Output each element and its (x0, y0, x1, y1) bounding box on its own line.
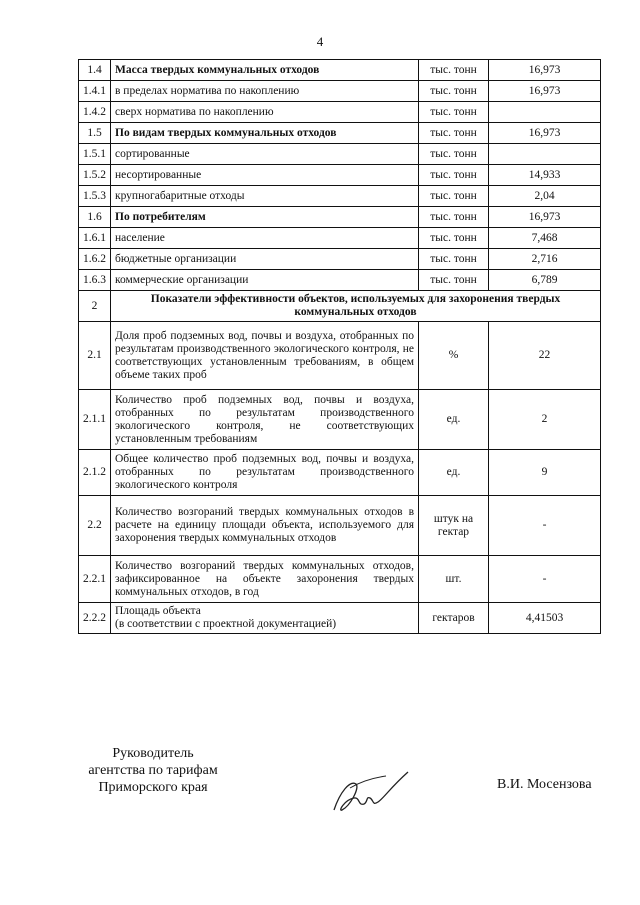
row-name: Доля проб подземных вод, почвы и воздуха, отобранных по результатам производственного экологического контроля, не соответствующих установленным требованиям, в общем объеме таких проб (111, 322, 419, 390)
row-value (489, 102, 601, 123)
row-number: 2.1.1 (79, 390, 111, 450)
signatory-name: В.И. Мосензова (497, 777, 592, 792)
row-number: 1.5 (79, 123, 111, 144)
row-value: 2,716 (489, 249, 601, 270)
row-value (489, 144, 601, 165)
row-name: Количество проб подземных вод, почвы и воздуха, отобранных по результатам производственного экологического контроля, не соответствующих установленным требованиям (111, 390, 419, 450)
position-line-1: Руководитель (112, 746, 194, 761)
table-row (79, 556, 601, 603)
row-unit: шт. (419, 556, 489, 603)
table-row (79, 60, 601, 81)
row-name: По потребителям (111, 207, 419, 228)
row-value: 16,973 (489, 60, 601, 81)
table-row (79, 102, 601, 123)
handwritten-signature (320, 762, 420, 822)
table-row (79, 496, 601, 556)
row-value: 16,973 (489, 123, 601, 144)
row-number: 2.1 (79, 322, 111, 390)
position-line-3: Приморского края (98, 780, 208, 795)
table-row (79, 450, 601, 496)
row-name: сверх норматива по накоплению (111, 102, 419, 123)
row-number: 1.5.3 (79, 186, 111, 207)
table-row (79, 228, 601, 249)
row-value: 6,789 (489, 270, 601, 291)
row-unit: тыс. тонн (419, 165, 489, 186)
row-value: 9 (489, 450, 601, 496)
position-line-2: агентства по тарифам (88, 763, 218, 778)
table-row (79, 603, 601, 634)
row-number: 2.2 (79, 496, 111, 556)
row-unit: ед. (419, 390, 489, 450)
row-name: Общее количество проб подземных вод, почвы и воздуха, отобранных по результатам производственного экологического контроля (111, 450, 419, 496)
row-unit: тыс. тонн (419, 270, 489, 291)
row-name: бюджетные организации (111, 249, 419, 270)
row-name: Количество возгораний твердых коммунальных отходов, зафиксированное на объекте захоронения твердых коммунальных отходов, в год (111, 556, 419, 603)
row-name: коммерческие организации (111, 270, 419, 291)
table-row (79, 270, 601, 291)
row-number: 1.6.1 (79, 228, 111, 249)
row-name: несортированные (111, 165, 419, 186)
row-unit: % (419, 322, 489, 390)
row-unit: тыс. тонн (419, 102, 489, 123)
row-unit: тыс. тонн (419, 228, 489, 249)
row-name: По видам твердых коммунальных отходов (111, 123, 419, 144)
signature-position (78, 745, 228, 796)
table-row (79, 249, 601, 270)
row-unit: тыс. тонн (419, 144, 489, 165)
row-name: население (111, 228, 419, 249)
row-name: в пределах норматива по накоплению (111, 81, 419, 102)
row-value: 22 (489, 322, 601, 390)
row-number: 2.2.2 (79, 603, 111, 634)
row-number: 1.6.2 (79, 249, 111, 270)
row-number: 1.5.2 (79, 165, 111, 186)
table-row (79, 390, 601, 450)
row-unit: гектаров (419, 603, 489, 634)
row-unit: тыс. тонн (419, 123, 489, 144)
row-number: 1.5.1 (79, 144, 111, 165)
row-value: 4,41503 (489, 603, 601, 634)
row-number: 1.6 (79, 207, 111, 228)
table-row (79, 186, 601, 207)
indicators-table (78, 59, 601, 634)
row-value: - (489, 556, 601, 603)
row-value: - (489, 496, 601, 556)
row-value: 2 (489, 390, 601, 450)
row-number: 2.2.1 (79, 556, 111, 603)
row-number: 1.6.3 (79, 270, 111, 291)
row-unit: тыс. тонн (419, 81, 489, 102)
table-row (79, 165, 601, 186)
indicators-table-body (79, 60, 601, 634)
page-number: 4 (316, 34, 324, 49)
row-value: 2,04 (489, 186, 601, 207)
section-title: Показатели эффективности объектов, используемых для захоронения твердых коммунальных отходов (111, 291, 601, 322)
section-number: 2 (79, 291, 111, 322)
row-number: 2.1.2 (79, 450, 111, 496)
row-value: 16,973 (489, 207, 601, 228)
section-row (79, 291, 601, 322)
table-row (79, 123, 601, 144)
row-value: 7,468 (489, 228, 601, 249)
row-name: Количество возгораний твердых коммунальных отходов в расчете на единицу площади объекта, используемого для захоронения твердых коммунальных отходов (111, 496, 419, 556)
table-row (79, 81, 601, 102)
row-number: 1.4 (79, 60, 111, 81)
row-unit: тыс. тонн (419, 60, 489, 81)
row-name: Масса твердых коммунальных отходов (111, 60, 419, 81)
table-row (79, 144, 601, 165)
row-value: 16,973 (489, 81, 601, 102)
table-row (79, 322, 601, 390)
row-name: крупногабаритные отходы (111, 186, 419, 207)
row-name: сортированные (111, 144, 419, 165)
row-unit: штук на гектар (419, 496, 489, 556)
row-name: Площадь объекта (в соответствии с проектной документацией) (111, 603, 419, 634)
row-unit: ед. (419, 450, 489, 496)
table-row (79, 207, 601, 228)
row-number: 1.4.2 (79, 102, 111, 123)
row-value: 14,933 (489, 165, 601, 186)
row-number: 1.4.1 (79, 81, 111, 102)
row-unit: тыс. тонн (419, 186, 489, 207)
row-unit: тыс. тонн (419, 249, 489, 270)
row-unit: тыс. тонн (419, 207, 489, 228)
